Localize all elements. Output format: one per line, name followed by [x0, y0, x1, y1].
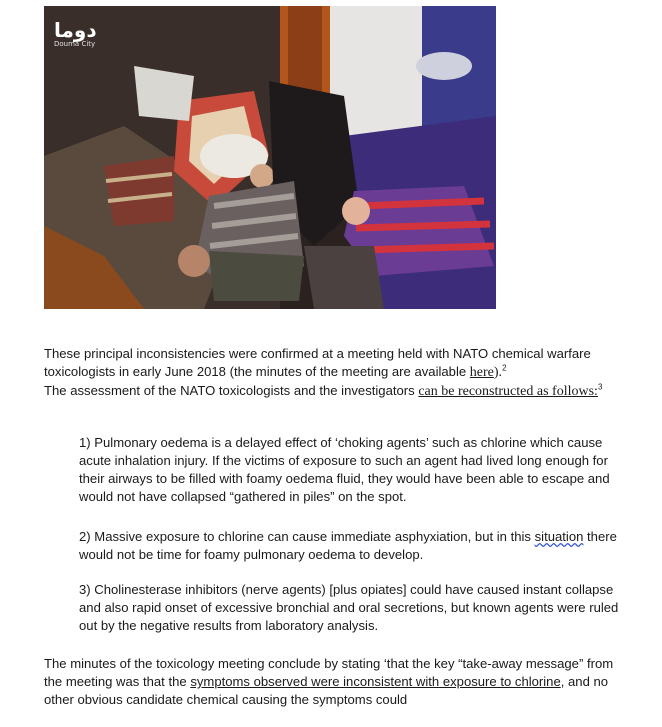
- logo-text: دوما: [54, 18, 97, 42]
- footnote-2[interactable]: 2: [502, 363, 507, 373]
- list-item: [79, 581, 624, 635]
- list-item: [79, 434, 624, 506]
- item-1-text: 1) Pulmonary oedema is a delayed effect of ‘choking agents’ such as chlorine which cause acute inhalation injury. If the victims of exposure to such an agent had lived long enough for their airways to be filled with foamy oedema fluid, they would have been able to escape and would not have collapsed “gathered in piles” on the spot.: [79, 435, 610, 504]
- logo-subtext: Douma City: [54, 40, 96, 48]
- item-2-text: 2) Massive exposure to chlorine can cause immediate asphyxiation, but in this situation there would not be time for foamy pulmonary oedema to develop.: [79, 529, 617, 562]
- closing-text: The minutes of the toxicology meeting conclude by stating ‘that the key “take-away message” from the meeting was that the symptoms observed were inconsistent with exposure to chlorine, and no other obvious candidate chemical causing the symptoms could: [44, 656, 614, 707]
- list-item: [79, 528, 624, 564]
- closing-paragraph: [44, 655, 622, 709]
- item-3-text: 3) Cholinesterase inhibitors (nerve agents) [plus opiates] could have caused instant collapse and also rapid onset of excessive bronchial and oral secretions, but known agents were ruled out by the negative results from laboratory analysis.: [79, 582, 619, 633]
- intro-paragraph: [44, 345, 622, 401]
- intro-text: These principal inconsistencies were confirmed at a meeting held with NATO chemical warfare toxicologists in early June 2018 (the minutes of the meeting are available here).$^2$ The assessment of the NATO toxicologists and the investigators can be reconstructed as follows:$^3$: [44, 346, 603, 399]
- spellcheck-word: situation: [534, 529, 584, 544]
- reconstructed-link[interactable]: can be reconstructed as follows:: [418, 384, 598, 399]
- here-link[interactable]: here: [469, 365, 494, 380]
- footnote-3[interactable]: 3: [597, 382, 603, 392]
- victims-photo: [44, 6, 496, 309]
- channel-logo: [54, 20, 114, 56]
- symptoms-link[interactable]: symptoms observed were inconsistent with exposure to chlorine: [190, 674, 561, 689]
